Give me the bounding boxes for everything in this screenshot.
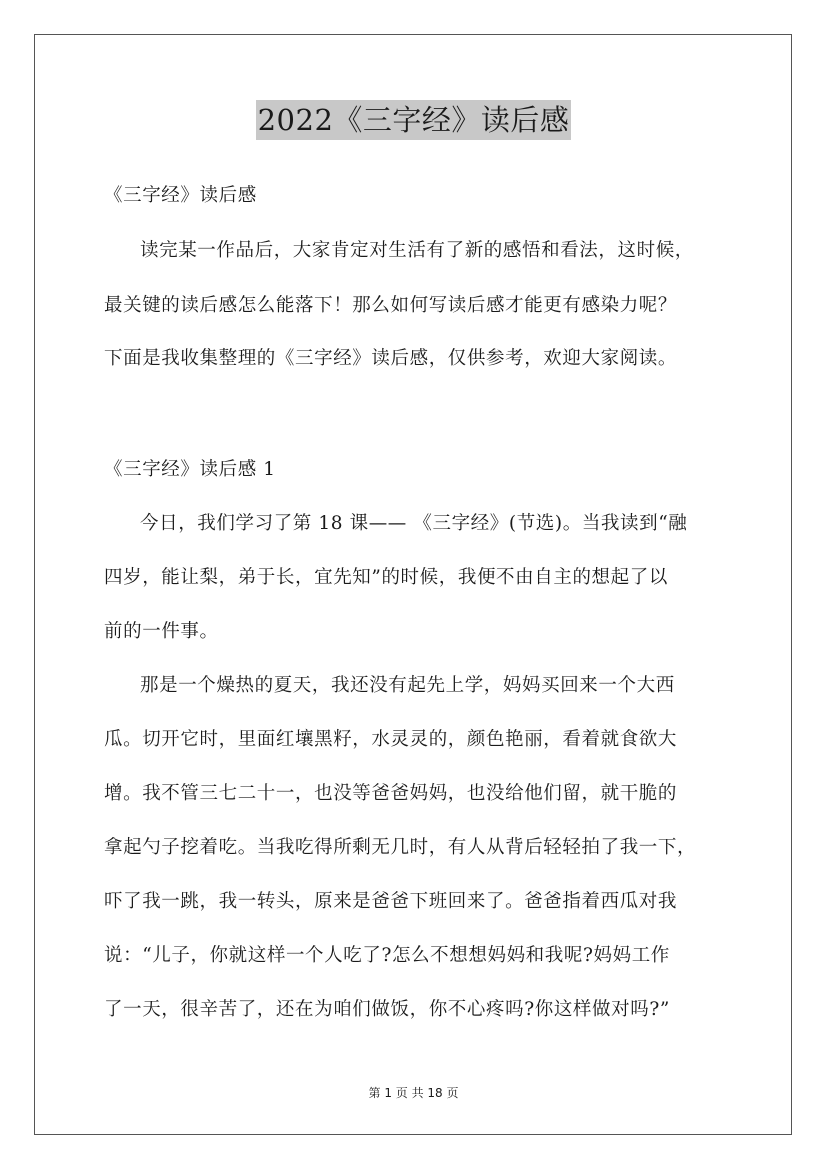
paragraph2-line-5: 吓了我一跳，我一转头，原来是爸爸下班回来了。爸爸指着西瓜对我	[104, 891, 678, 912]
paragraph2-line-1: 那是一个燥热的夏天，我还没有起先上学，妈妈买回来一个大西	[140, 675, 675, 696]
intro-line-2: 最关键的读后感怎么能落下！那么如何写读后感才能更有感染力呢？	[104, 295, 678, 316]
paragraph2-line-2: 瓜。切开它时，里面红壤黑籽，水灵灵的，颜色艳丽，看着就食欲大	[104, 729, 678, 750]
paragraph2-line-6: 说：“儿子，你就这样一个人吃了?怎么不想想妈妈和我呢?妈妈工作	[104, 945, 670, 966]
paragraph1-line-2: 四岁，能让梨，弟于长，宜先知”的时候，我便不由自主的想起了以	[104, 567, 668, 588]
document-title: 2022《三字经》读后感	[256, 100, 572, 140]
intro-line-3: 下面是我收集整理的《三字经》读后感，仅供参考，欢迎大家阅读。	[104, 348, 678, 369]
paragraph1-line-3: 前的一件事。	[104, 621, 219, 642]
intro-line-1: 读完某一作品后，大家肯定对生活有了新的感悟和看法，这时候，	[140, 240, 694, 261]
page-number-footer: 第 1 页 共 18 页	[368, 1086, 459, 1100]
document-title-wrap	[0, 100, 827, 140]
paragraph2-line-4: 拿起勺子挖着吃。当我吃得所剩无几时，有人从背后轻轻拍了我一下，	[104, 837, 697, 858]
paragraph1-line-1: 今日，我们学习了第 18 课—— 《三字经》(节选)。当我读到“融	[140, 513, 688, 534]
paragraph2-line-7: 了一天，很辛苦了，还在为咱们做饭，你不心疼吗?你这样做对吗?”	[104, 999, 670, 1020]
essay-heading: 《三字经》读后感 1	[104, 459, 276, 480]
section-heading: 《三字经》读后感	[104, 185, 257, 206]
paragraph2-line-3: 增。我不管三七二十一，也没等爸爸妈妈，也没给他们留，就干脆的	[104, 783, 678, 804]
